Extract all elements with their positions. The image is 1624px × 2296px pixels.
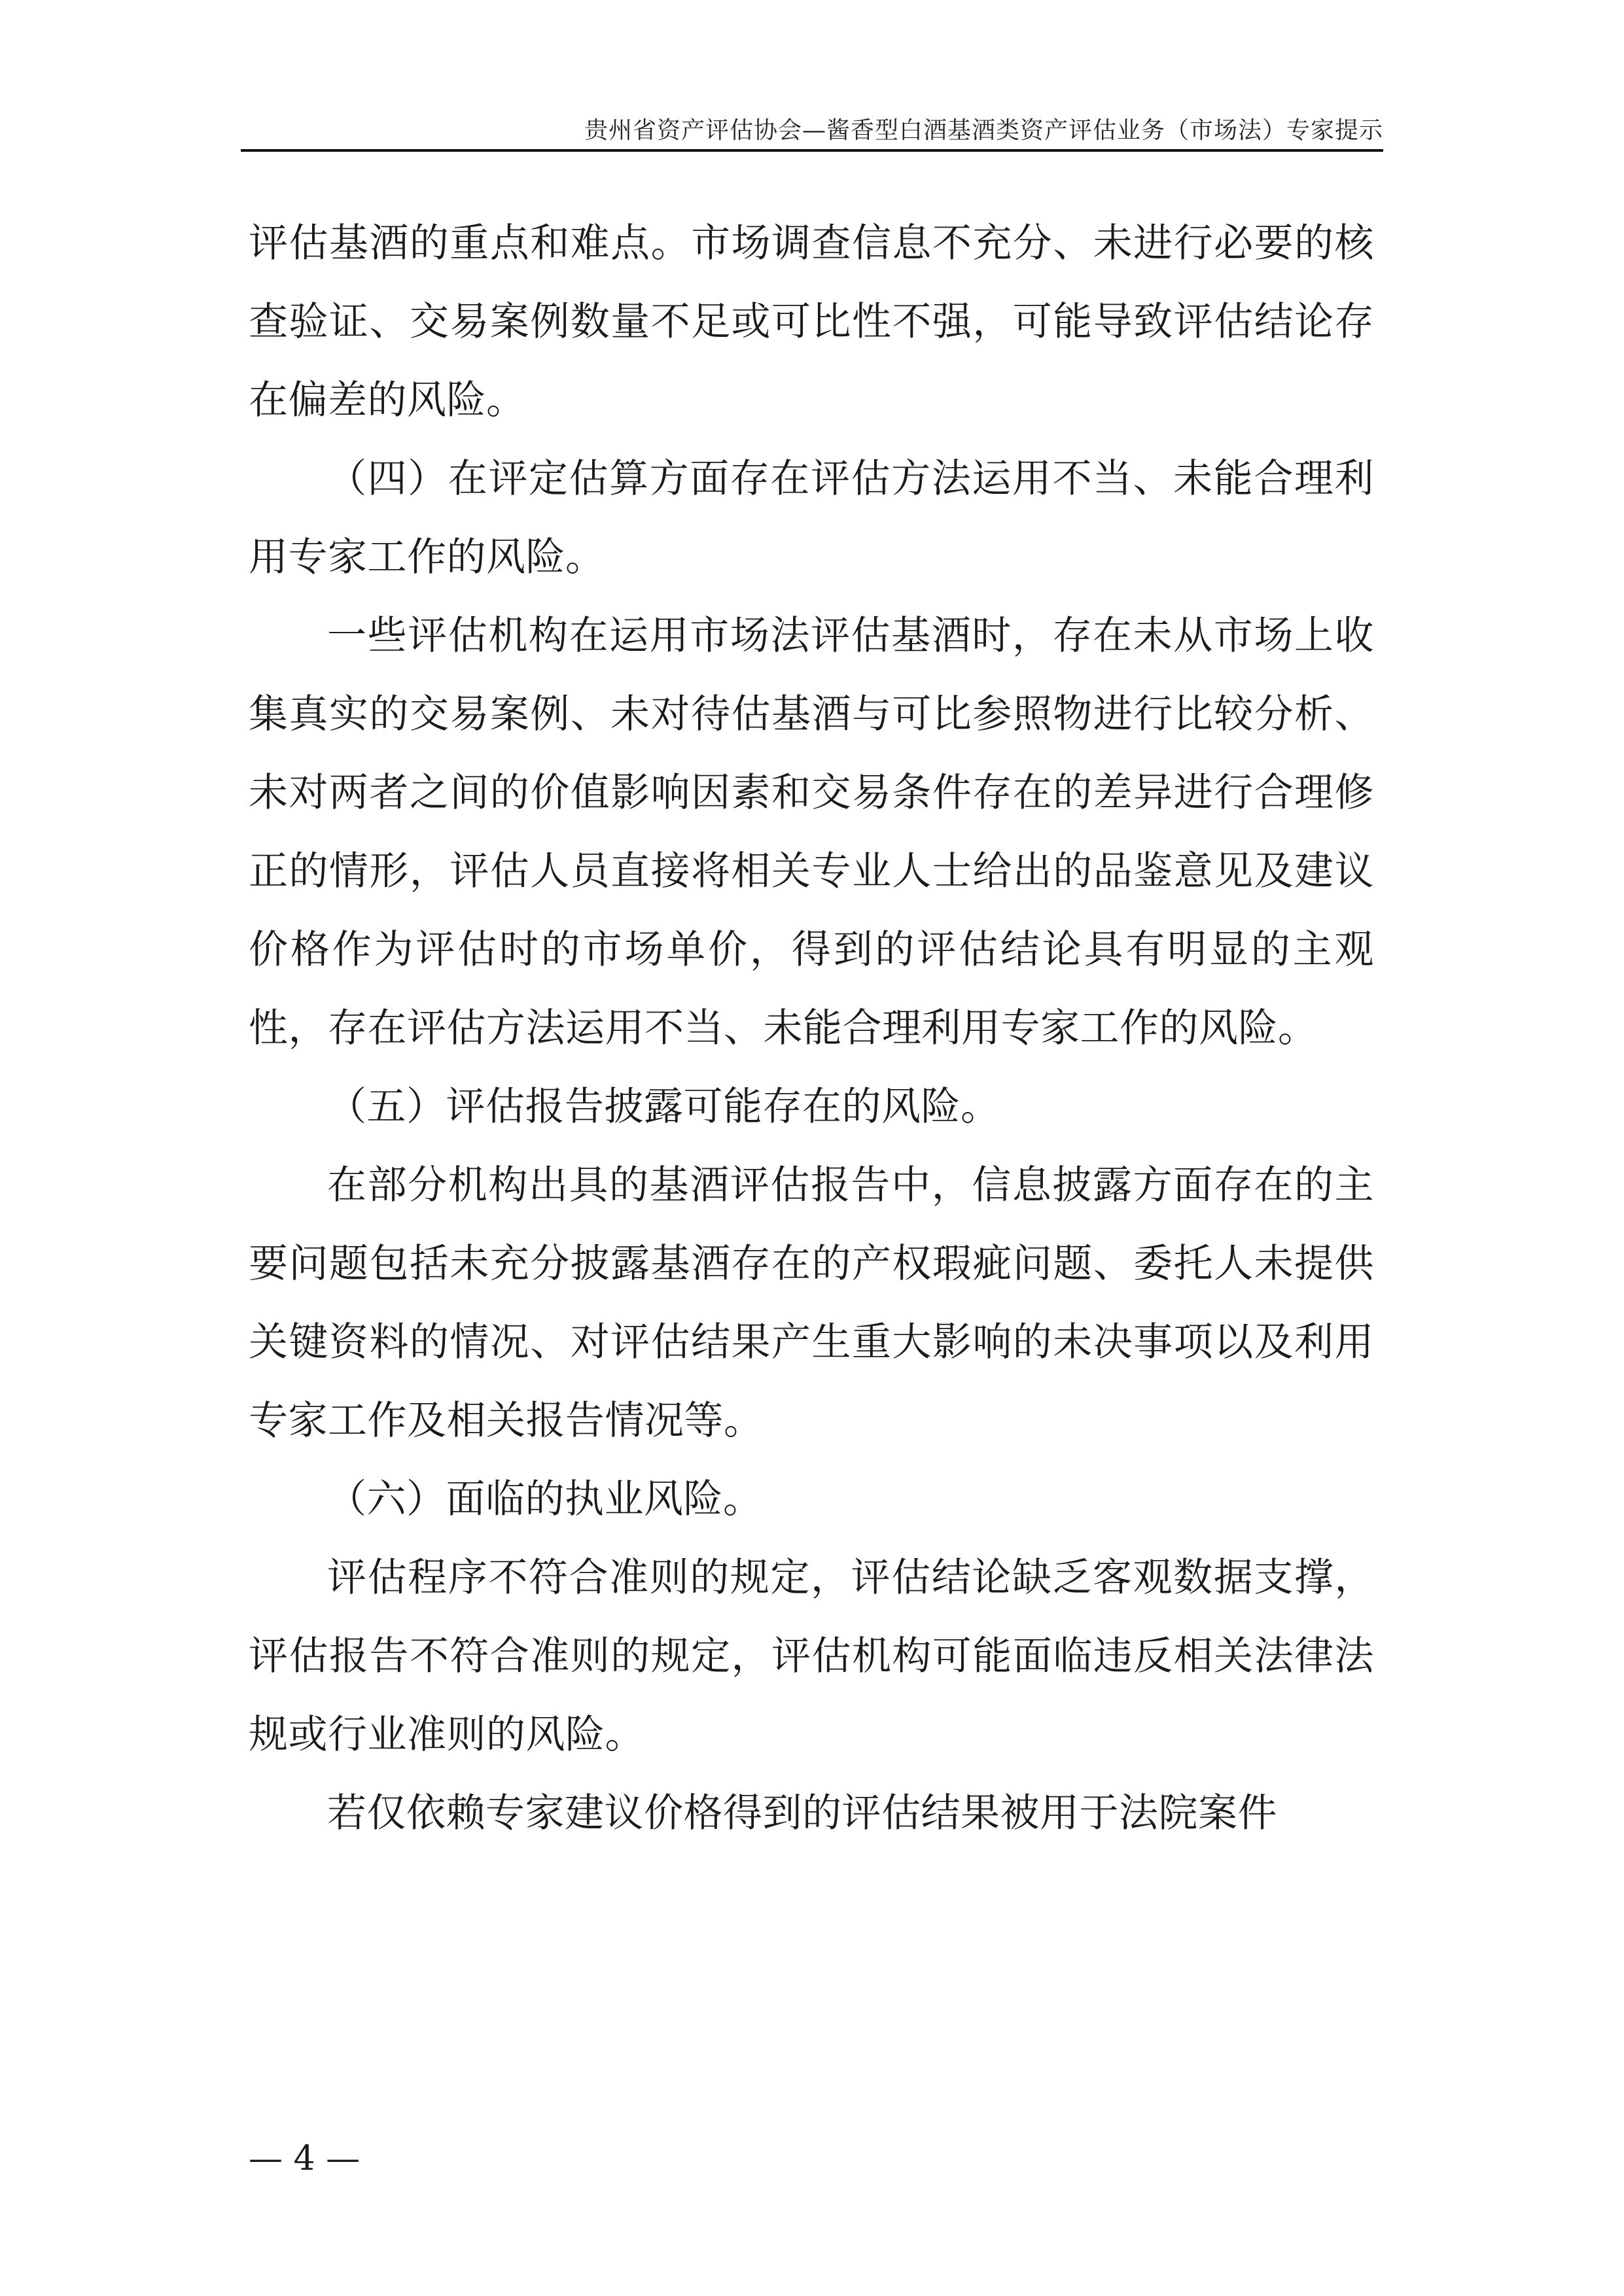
section-heading-4: （四）在评定估算方面存在评估方法运用不当、未能合理利用专家工作的风险。 (249, 456, 1374, 580)
paragraph: 一些评估机构在运用市场法评估基酒时，存在未从市场上收集真实的交易案例、未对待估基酒与可比参照物进行比较分析、未对两者之间的价值影响因素和交易条件存在的差异进行合理修正的情形，评估人员直接将相关专业人士给出的品鉴意见及建议价格作为评估时的市场单价，得到的评估结论具有明显的主观性，存在评估方法运用不当、未能合理利用专家工作的风险。 (249, 613, 1374, 1051)
page-number: — 4 — (249, 2139, 361, 2178)
document-body (249, 204, 1374, 1852)
paragraph: 评估程序不符合准则的规定，评估结论缺乏客观数据支撑，评估报告不符合准则的规定，评估机构可能面临违反相关法律法规或行业准则的风险。 (249, 1555, 1374, 1758)
section-heading-6: （六）面临的执业风险。 (327, 1476, 763, 1522)
section-heading-5: （五）评估报告披露可能存在的风险。 (327, 1084, 1000, 1130)
paragraph: 在部分机构出具的基酒评估报告中，信息披露方面存在的主要问题包括未充分披露基酒存在的产权瑕疵问题、委托人未提供关键资料的情况、对评估结果产生重大影响的未决事项以及利用专家工作及相关报告情况等。 (249, 1162, 1374, 1444)
paragraph-last: 若仅依赖专家建议价格得到的评估结果被用于法院案件 (327, 1790, 1277, 1836)
header-rule (241, 149, 1383, 152)
running-header: 贵州省资产评估协会—酱香型白酒基酒类资产评估业务（市场法）专家提示 (584, 117, 1383, 144)
paragraph-continued: 评估基酒的重点和难点。市场调查信息不充分、未进行必要的核查验证、交易案例数量不足或可比性不强，可能导致评估结论存在偏差的风险。 (249, 220, 1374, 423)
